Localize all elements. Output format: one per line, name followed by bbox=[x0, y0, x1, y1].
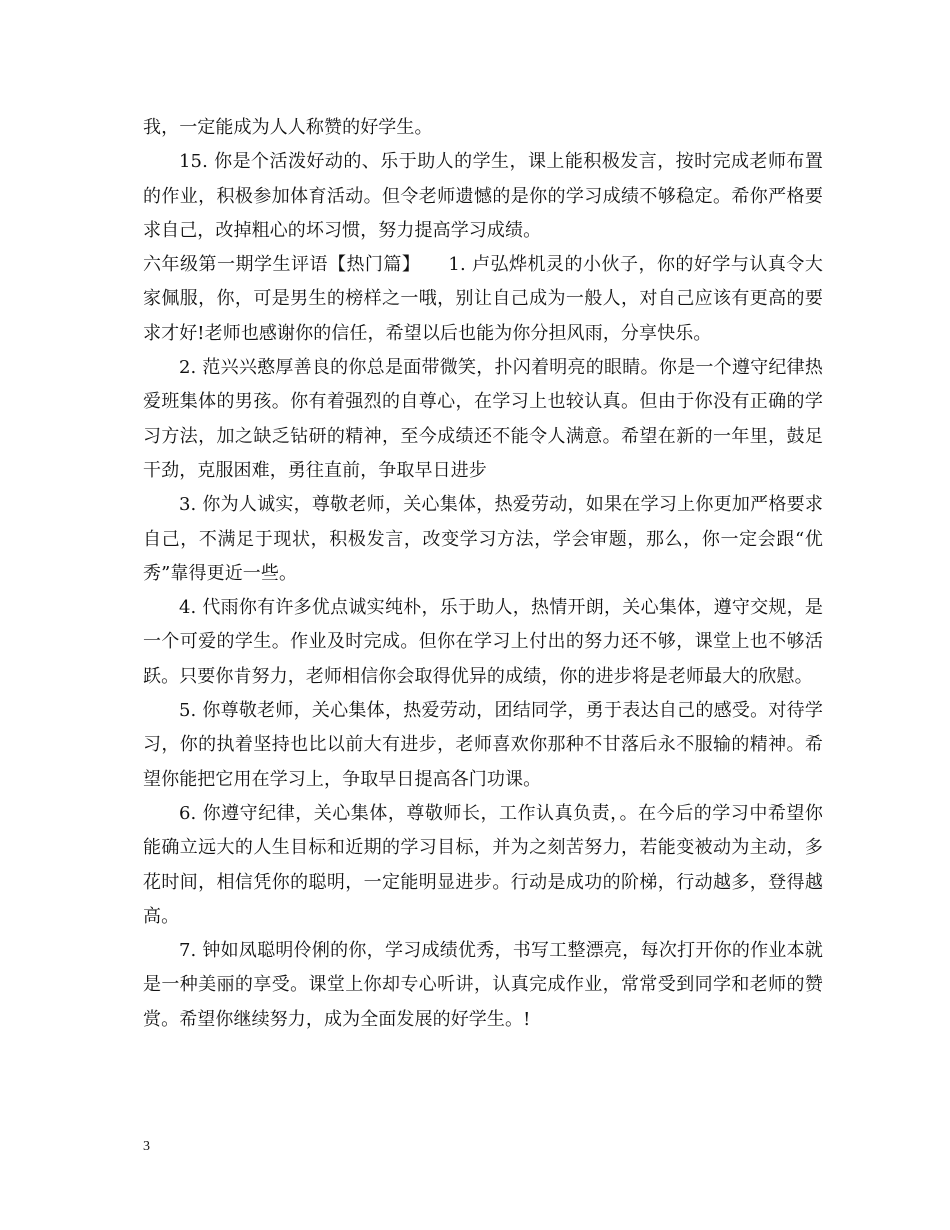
paragraph-comment-4: 4. 代雨你有许多优点诚实纯朴，乐于助人，热情开朗，关心集体，遵守交规，是一个可爱的学生。作业及时完成。但你在学习上付出的努力还不够，课堂上也不够活跃。只要你肯努力，老师相信你会取得优异的成绩，你的进步将是老师最大的欣慰。 bbox=[143, 597, 823, 687]
paragraph-section-heading-comment-1: 六年级第一期学生评语【热门篇】 1. 卢弘烨机灵的小伙子，你的好学与认真令大家佩服，你，可是男生的榜样之一哦，别让自己成为一般人，对自己应该有更高的要求才好!老师也感谢你的信任，希望以后也能为你分担风雨，分享快乐。 bbox=[143, 254, 823, 344]
paragraph-comment-6: 6. 你遵守纪律，关心集体，尊敬师长，工作认真负责，。在今后的学习中希望你能确立远大的人生目标和近期的学习目标，并为之刻苦努力，若能变被动为主动，多花时间，相信凭你的聪明，一定能明显进步。行动是成功的阶梯，行动越多，登得越高。 bbox=[143, 802, 823, 927]
document-body bbox=[143, 111, 823, 1037]
paragraph-comment-15: 15. 你是个活泼好动的、乐于助人的学生，课上能积极发言，按时完成老师布置的作业，积极参加体育活动。但令老师遗憾的是你的学习成绩不够稳定。希你严格要求自己，改掉粗心的坏习惯，努力提高学习成绩。 bbox=[143, 151, 823, 241]
page-number: 3 bbox=[143, 1139, 150, 1154]
paragraph-comment-3: 3. 你为人诚实，尊敬老师，关心集体，热爱劳动，如果在学习上你更加严格要求自己，不满足于现状，积极发言，改变学习方法，学会审题，那么，你一定会跟“优秀”靠得更近一些。 bbox=[143, 494, 823, 584]
paragraph-comment-5: 5. 你尊敬老师，关心集体，热爱劳动，团结同学，勇于表达自己的感受。对待学习，你的执着坚持也比以前大有进步，老师喜欢你那种不甘落后永不服输的精神。希望你能把它用在学习上，争取早日提高各门功课。 bbox=[143, 700, 823, 790]
paragraph-continuation: 我，一定能成为人人称赞的好学生。 bbox=[143, 117, 433, 138]
paragraph-comment-7: 7. 钟如凤聪明伶俐的你，学习成绩优秀，书写工整漂亮，每次打开你的作业本就是一种美丽的享受。课堂上你却专心听讲，认真完成作业，常常受到同学和老师的赞赏。希望你继续努力，成为全面发展的好学生。! bbox=[143, 940, 823, 1030]
paragraph-comment-2: 2. 范兴兴憨厚善良的你总是面带微笑，扑闪着明亮的眼睛。你是一个遵守纪律热爱班集体的男孩。你有着强烈的自尊心，在学习上也较认真。但由于你没有正确的学习方法，加之缺乏钻研的精神，至今成绩还不能令人满意。希望在新的一年里，鼓足干劲，克服困难，勇往直前，争取早日进步 bbox=[143, 357, 823, 481]
